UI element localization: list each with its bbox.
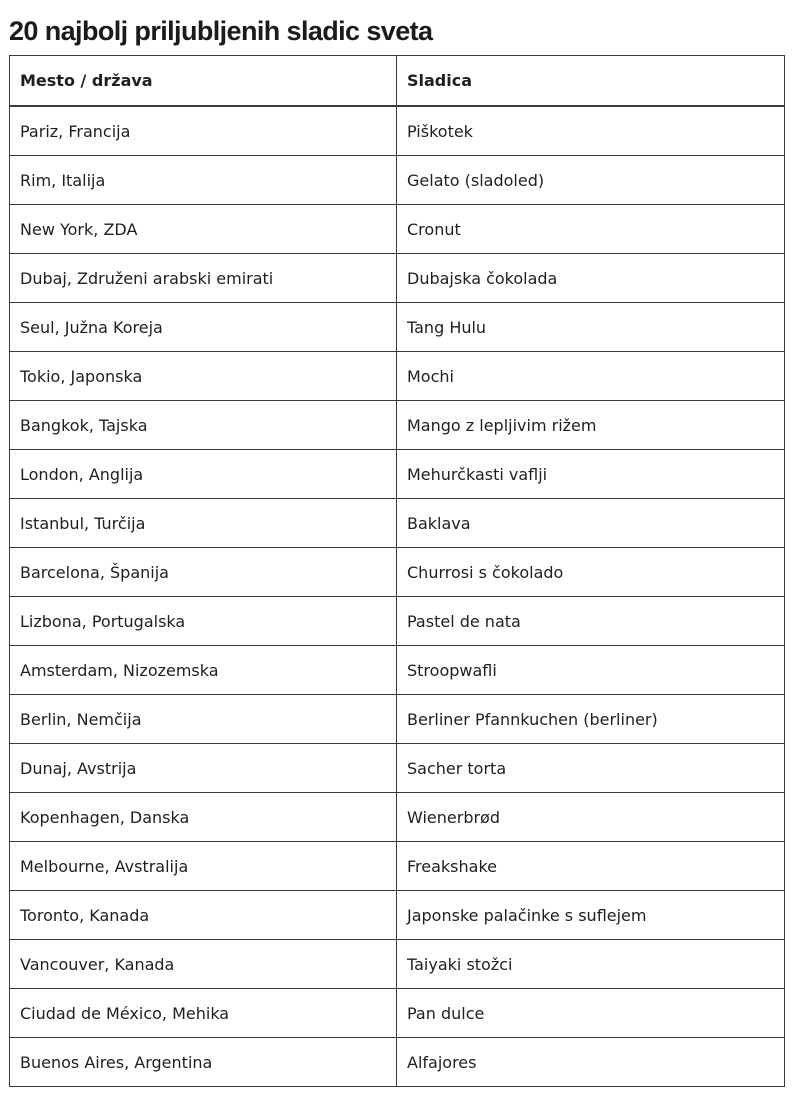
desserts-table [9,55,785,1087]
table-header-row [10,56,785,107]
table-row [10,646,785,695]
column-header-dessert: Sladica [397,56,785,107]
dessert-cell: Churrosi s čokolado [397,548,785,597]
table-row [10,597,785,646]
city-cell: Melbourne, Avstralija [10,842,397,891]
city-cell: Seul, Južna Koreja [10,303,397,352]
column-header-city: Mesto / država [10,56,397,107]
dessert-cell: Dubajska čokolada [397,254,785,303]
table-row [10,352,785,401]
dessert-cell: Japonske palačinke s suflejem [397,891,785,940]
table-row [10,548,785,597]
table-row [10,695,785,744]
dessert-cell: Baklava [397,499,785,548]
dessert-cell: Stroopwafli [397,646,785,695]
dessert-cell: Mehurčkasti vaflji [397,450,785,499]
city-cell: Lizbona, Portugalska [10,597,397,646]
table-body [10,106,785,1087]
city-cell: Dubaj, Združeni arabski emirati [10,254,397,303]
city-cell: Amsterdam, Nizozemska [10,646,397,695]
city-cell: Barcelona, Španija [10,548,397,597]
dessert-cell: Wienerbrød [397,793,785,842]
city-cell: Rim, Italija [10,156,397,205]
city-cell: London, Anglija [10,450,397,499]
table-row [10,450,785,499]
table-row [10,303,785,352]
city-cell: Pariz, Francija [10,106,397,156]
city-cell: New York, ZDA [10,205,397,254]
dessert-cell: Mango z lepljivim rižem [397,401,785,450]
dessert-cell: Taiyaki stožci [397,940,785,989]
table-row [10,744,785,793]
table-row [10,842,785,891]
city-cell: Ciudad de México, Mehika [10,989,397,1038]
dessert-cell: Tang Hulu [397,303,785,352]
city-cell: Vancouver, Kanada [10,940,397,989]
dessert-cell: Gelato (sladoled) [397,156,785,205]
city-cell: Buenos Aires, Argentina [10,1038,397,1087]
table-row [10,156,785,205]
dessert-cell: Pan dulce [397,989,785,1038]
table-row [10,940,785,989]
table-row [10,401,785,450]
table-row [10,989,785,1038]
table-row [10,499,785,548]
table-row [10,793,785,842]
city-cell: Kopenhagen, Danska [10,793,397,842]
city-cell: Bangkok, Tajska [10,401,397,450]
dessert-cell: Pastel de nata [397,597,785,646]
city-cell: Toronto, Kanada [10,891,397,940]
city-cell: Istanbul, Turčija [10,499,397,548]
city-cell: Berlin, Nemčija [10,695,397,744]
dessert-cell: Piškotek [397,106,785,156]
dessert-cell: Berliner Pfannkuchen (berliner) [397,695,785,744]
table-row [10,254,785,303]
table-row [10,891,785,940]
dessert-cell: Sacher torta [397,744,785,793]
page-title: 20 najbolj priljubljenih sladic sveta [9,16,433,46]
table-row [10,205,785,254]
table-row [10,1038,785,1087]
dessert-cell: Freakshake [397,842,785,891]
table-row [10,106,785,156]
city-cell: Dunaj, Avstrija [10,744,397,793]
dessert-cell: Alfajores [397,1038,785,1087]
dessert-cell: Cronut [397,205,785,254]
city-cell: Tokio, Japonska [10,352,397,401]
dessert-cell: Mochi [397,352,785,401]
